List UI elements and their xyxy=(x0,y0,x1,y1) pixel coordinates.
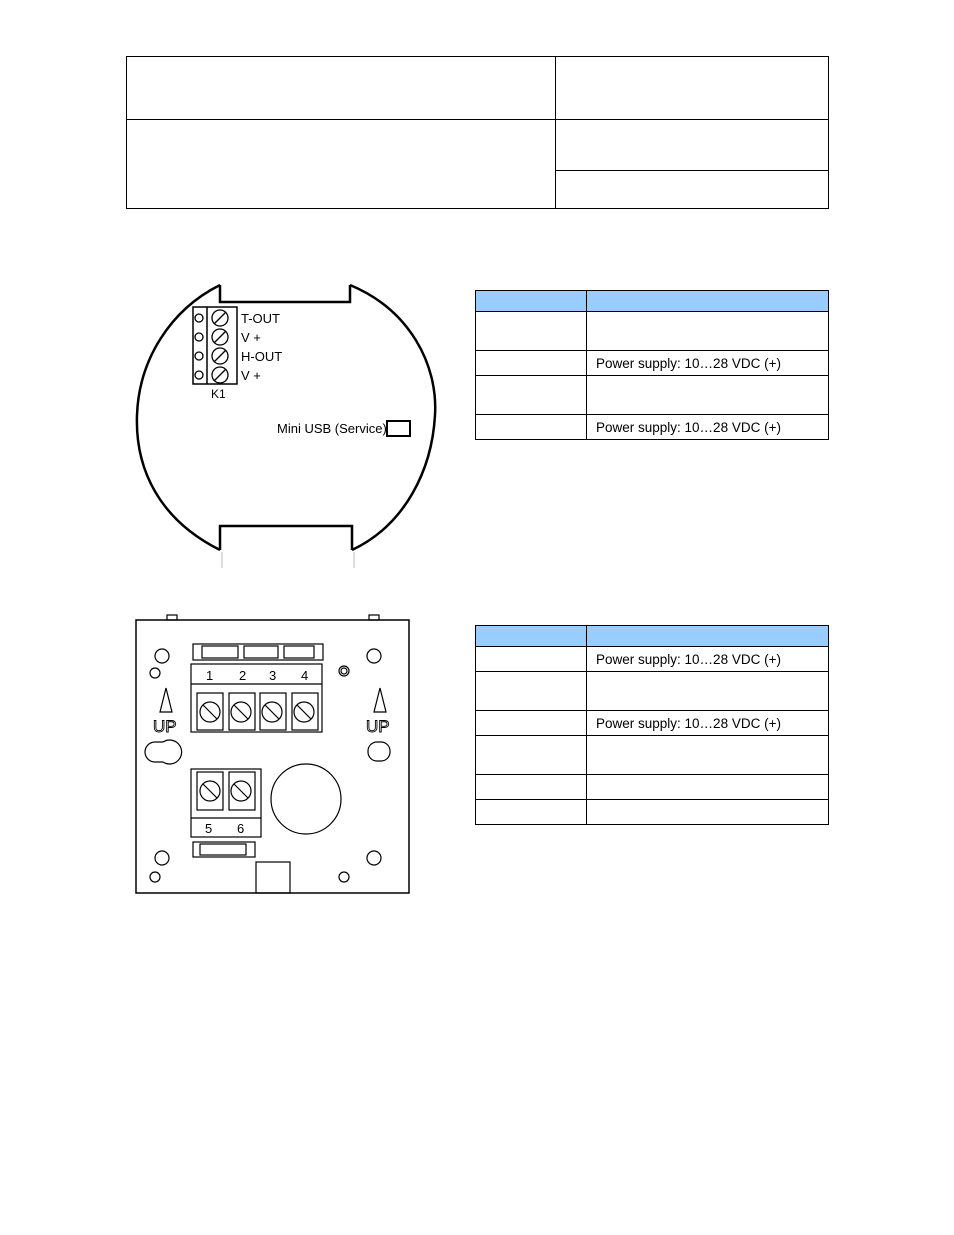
terminal-number-3: 3 xyxy=(269,668,277,683)
terminal-label-4: V + xyxy=(241,368,261,383)
terminal-number-4: 4 xyxy=(301,668,309,683)
terminal-number-1: 1 xyxy=(206,668,214,683)
wiring-table-round xyxy=(475,290,829,440)
table-row xyxy=(476,376,829,415)
wiring-table-square xyxy=(475,625,829,825)
table-header-row xyxy=(476,626,829,647)
table-row: Power supply: 10…28 VDC (+) xyxy=(476,351,829,376)
up-mark-left: UP xyxy=(153,717,177,736)
table-row xyxy=(476,672,829,711)
terminal-block-5-6 xyxy=(191,769,261,837)
connector-port xyxy=(256,862,290,893)
sensor-opening xyxy=(271,764,341,834)
keyhole-slot xyxy=(145,740,182,764)
terminal-label-1: T-OUT xyxy=(241,311,280,326)
terminal-number-6: 6 xyxy=(237,821,245,836)
table-row: Power supply: 10…28 VDC (+) xyxy=(476,415,829,440)
terminal-label-3: H-OUT xyxy=(241,349,283,364)
table-row xyxy=(476,312,829,351)
k1-label: K1 xyxy=(211,387,226,401)
table-row: Power supply: 10…28 VDC (+) xyxy=(476,647,829,672)
terminal-label-2: V + xyxy=(241,330,261,345)
square-board-outline xyxy=(136,620,409,893)
table-header-row xyxy=(476,291,829,312)
table-row xyxy=(476,800,829,825)
slot xyxy=(368,742,390,761)
up-arrow-icon xyxy=(374,688,386,712)
usb-label: Mini USB (Service) xyxy=(277,421,387,436)
up-arrow-icon xyxy=(160,688,172,712)
table-row: Power supply: 10…28 VDC (+) xyxy=(476,711,829,736)
terminal-number-2: 2 xyxy=(239,668,247,683)
table-row xyxy=(476,736,829,775)
table-row xyxy=(476,775,829,800)
terminal-number-5: 5 xyxy=(205,821,213,836)
up-mark-right: UP xyxy=(366,717,390,736)
